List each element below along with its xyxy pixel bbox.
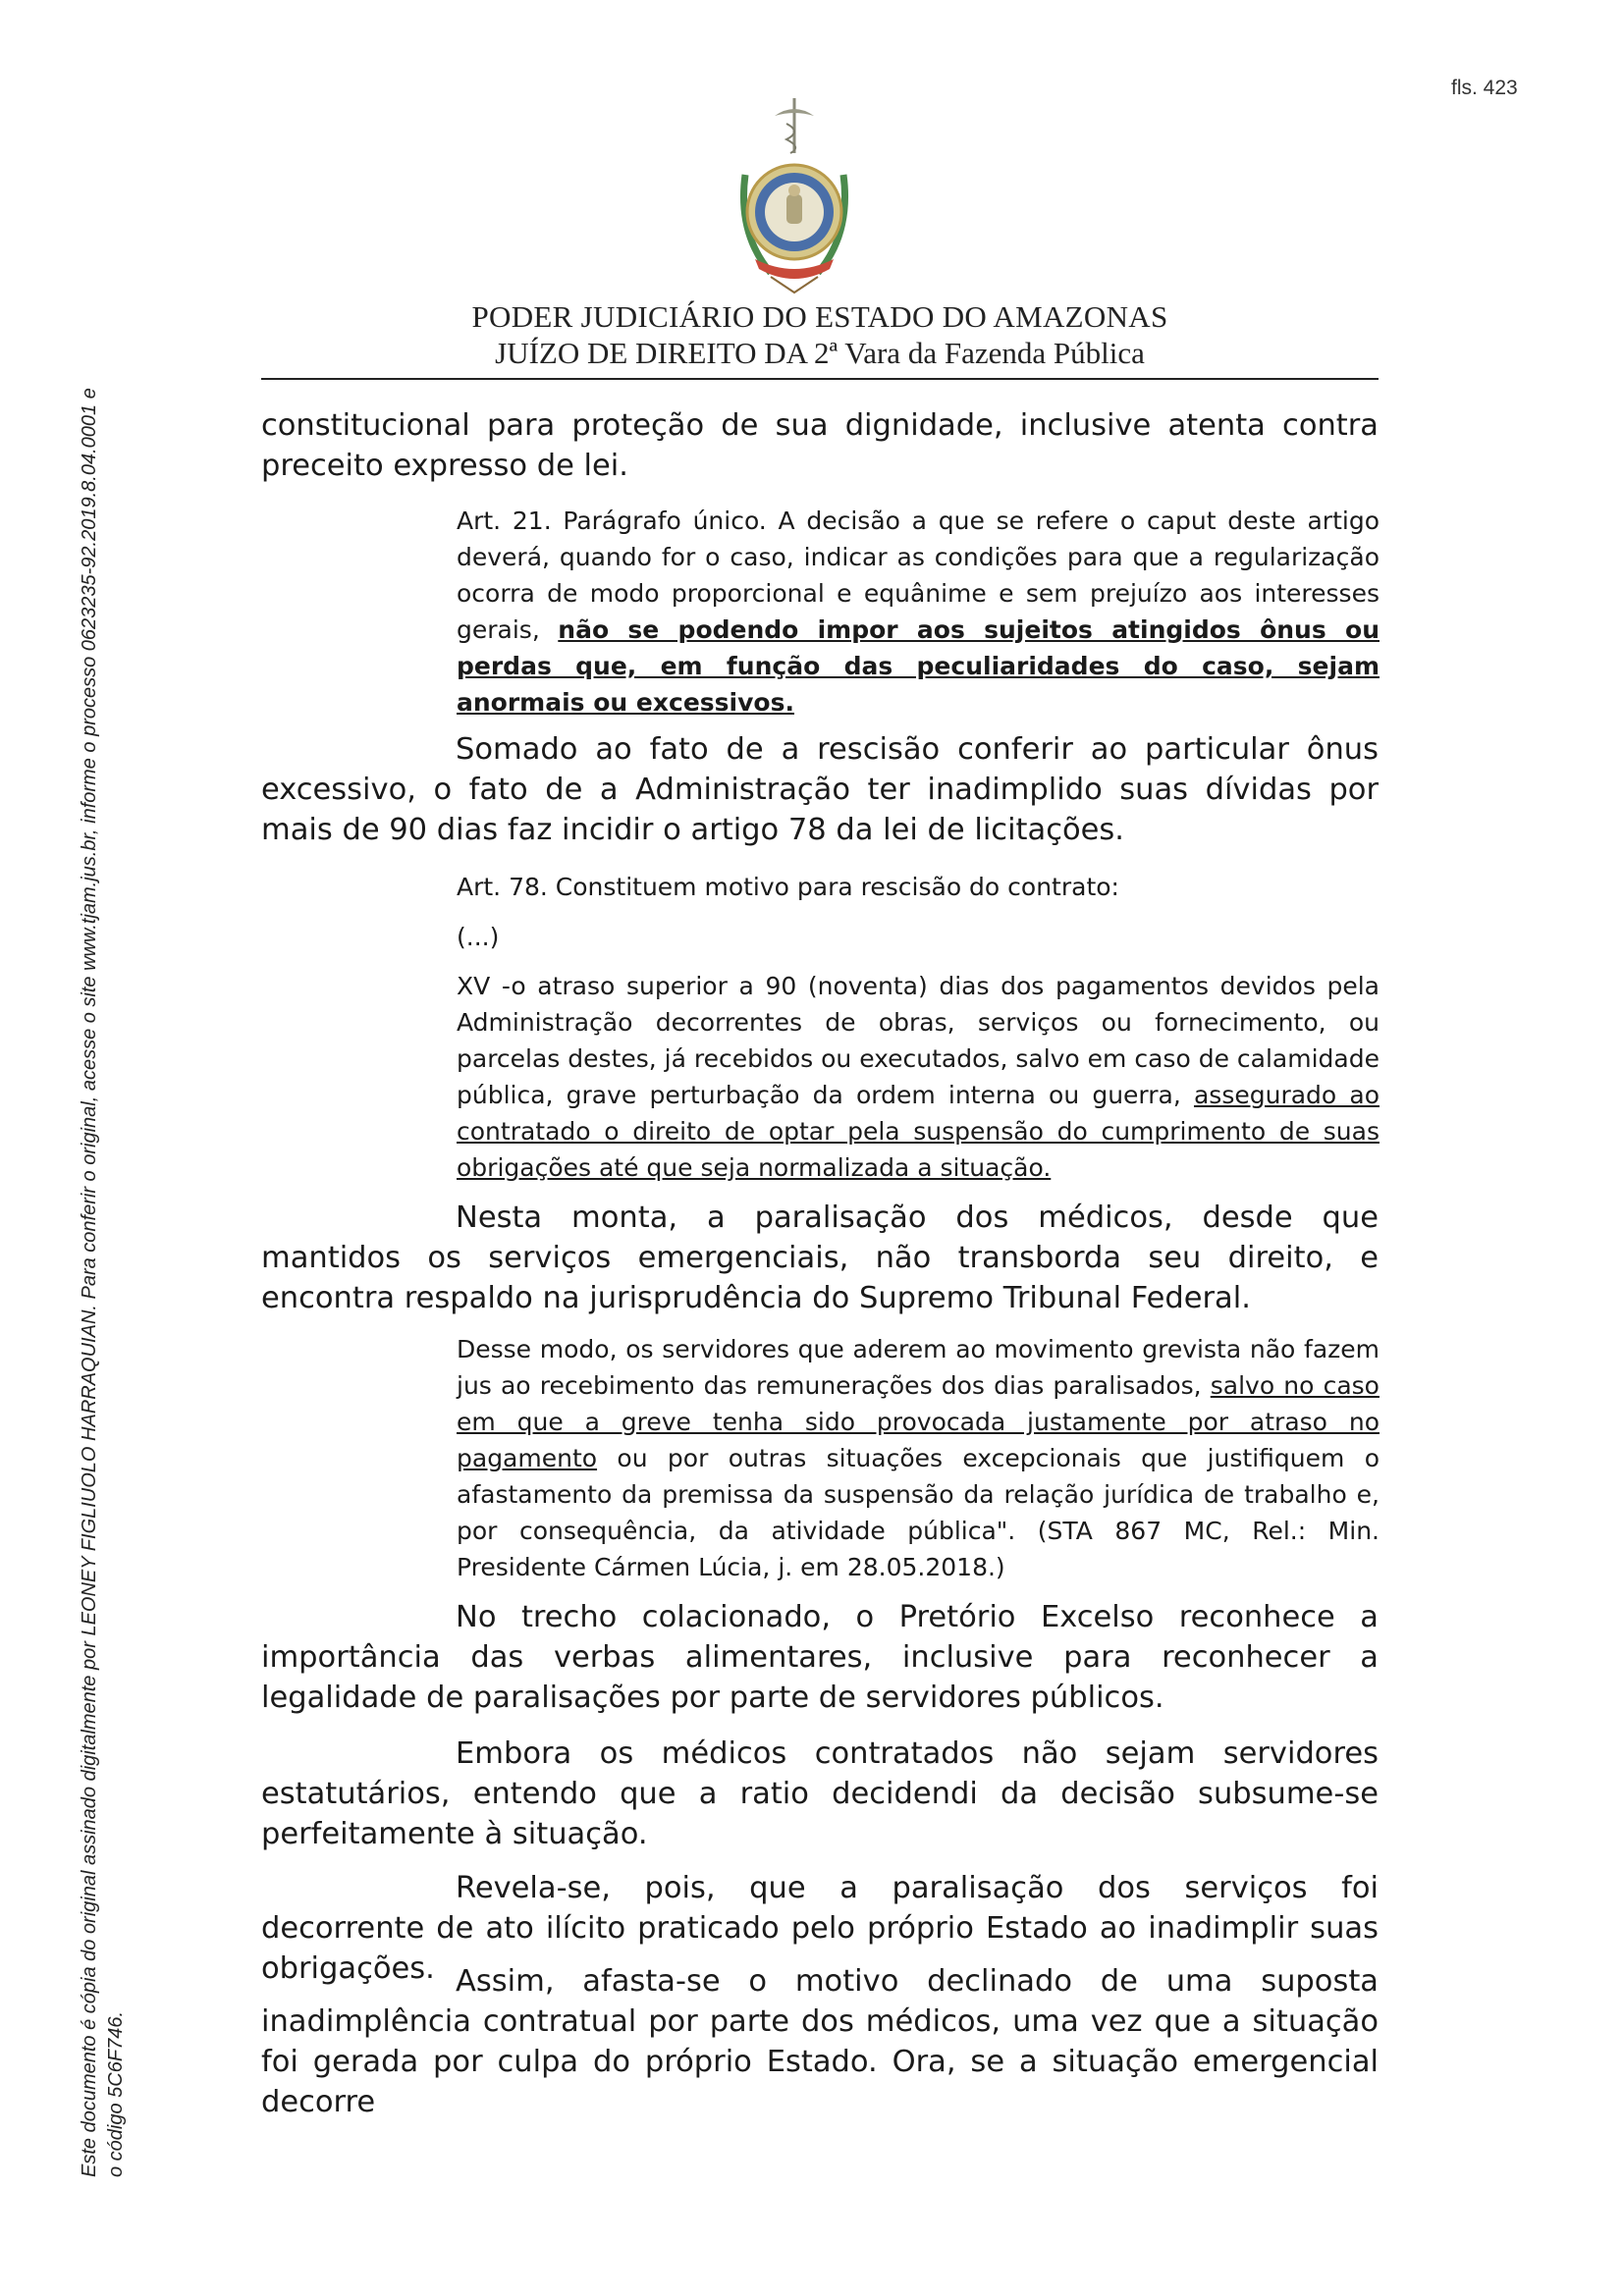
quote-sta-867 bbox=[457, 1331, 1380, 1585]
quote-art-78-ellipsis: (...) bbox=[457, 923, 500, 951]
header-divider bbox=[261, 378, 1379, 380]
court-header-line-1: PODER JUDICIÁRIO DO ESTADO DO AMAZONAS bbox=[471, 299, 1168, 334]
quote-art-21-emphasis: não se podendo impor aos sujeitos atingidos ônus ou perdas que, em função das peculiaridades do caso, sejam anormais ou excessivos. bbox=[457, 615, 1380, 717]
paragraph-rescission: Somado ao fato de a rescisão conferir ao particular ônus excessivo, o fato de a Administração ter inadimplido suas dívidas por mais de 90 dias faz incidir o artigo 78 da lei de licitações. bbox=[261, 732, 1379, 847]
paragraph-pretorio: No trecho colacionado, o Pretório Excelso reconhece a importância das verbas alimentares, inclusive para reconhecer a legalidade de paralisações por parte de servidores públicos. bbox=[261, 1600, 1379, 1715]
digital-signature-note bbox=[77, 116, 130, 2177]
quote-art-78-item-xv bbox=[457, 968, 1380, 1186]
paragraph-continuation: constitucional para proteção de sua dignidade, inclusive atenta contra preceito expresso de lei. bbox=[261, 408, 1379, 483]
signature-note-line-2: o código 5C6F746. bbox=[105, 2010, 127, 2177]
quote-art-78-heading: Art. 78. Constituem motivo para rescisão do contrato: bbox=[457, 873, 1119, 901]
paragraph-paralisacao: Nesta monta, a paralisação dos médicos, desde que mantidos os serviços emergenciais, não transborda seu direito, e encontra respaldo na jurisprudência do Supremo Tribunal Federal. bbox=[261, 1201, 1379, 1315]
quote-art-21 bbox=[457, 503, 1380, 721]
paragraph-medicos: Embora os médicos contratados não sejam servidores estatutários, entendo que a ratio decidendi da decisão subsume-se perfeitamente à situação. bbox=[261, 1736, 1379, 1851]
court-coat-of-arms-seal bbox=[731, 96, 857, 297]
paragraph-revela-se: Revela-se, pois, que a paralisação dos serviços foi decorrente de ato ilícito praticado pelo próprio Estado ao inadimplir suas obrigações. bbox=[261, 1871, 1379, 1986]
quote-sta-text-2: ou por outras situações excepcionais que justifiquem o afastamento da premissa da suspensão da relação jurídica de trabalho e, por consequência, da atividade pública". (STA 867 MC, Rel.: Min. Presidente Cármen Lúcia, j. em 28.05.2018.) bbox=[457, 1444, 1380, 1581]
signature-note-line-1: Este documento é cópia do original assinado digitalmente por LEONEY FIGLIUOLO HARRAQUIAN. Para conferir o original, acesse o site www.tjam.jus.br, informe o processo 0623235-92.2019.8.04.0001 e bbox=[79, 388, 100, 2177]
quote-art-78-emphasis: assegurado ao contratado o direito de optar pela suspensão do cumprimento de suas obrigações até que seja normalizada a situação. bbox=[457, 1081, 1380, 1182]
quote-art-21-text: Art. 21. Parágrafo único. A decisão a que se refere o caput deste artigo deverá, quando for o caso, indicar as condições para que a regularização ocorra de modo proporcional e equânime e sem prejuízo aos interesses gerais, bbox=[457, 507, 1380, 644]
quote-art-78-text: XV -o atraso superior a 90 (noventa) dias dos pagamentos devidos pela Administração decorrentes de obras, serviços ou fornecimento, ou parcelas destes, já recebidos ou executados, salvo em caso de calamidade pública, grave perturbação da ordem interna ou guerra, bbox=[457, 972, 1380, 1109]
quote-sta-emphasis: salvo no caso em que a greve tenha sido provocada justamente por atraso no pagamento bbox=[457, 1371, 1380, 1472]
quote-sta-text-1: Desse modo, os servidores que aderem ao movimento grevista não fazem jus ao recebimento das remunerações dos dias paralisados, bbox=[457, 1335, 1380, 1400]
paragraph-assim: Assim, afasta-se o motivo declinado de uma suposta inadimplência contratual por parte dos médicos, uma vez que a situação foi gerada por culpa do próprio Estado. Ora, se a situação emergencial decorre bbox=[261, 1964, 1379, 2119]
court-header-line-2: JUÍZO DE DIREITO DA 2ª Vara da Fazenda Pública bbox=[495, 336, 1145, 370]
page-number: fls. 423 bbox=[1451, 77, 1518, 99]
